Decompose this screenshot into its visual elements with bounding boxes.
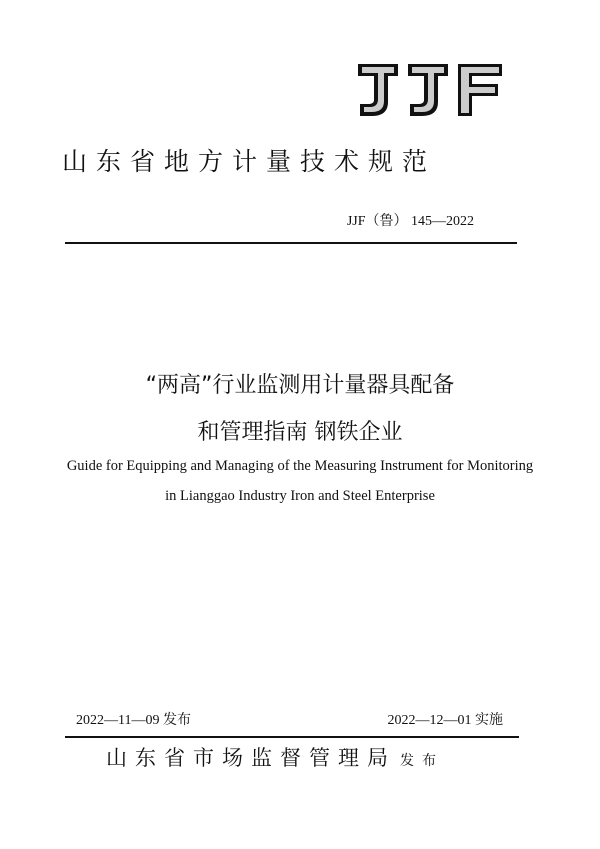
jjf-logo bbox=[356, 62, 504, 118]
title-zh-line1: “两高”行业监测用计量器具配备 bbox=[145, 373, 455, 398]
title-en-line1: Guide for Equipping and Managing of the Measuring Instrument for Monitoring bbox=[66, 458, 534, 474]
divider-top bbox=[65, 242, 517, 244]
title-zh-line2: 和管理指南 钢铁企业 bbox=[197, 420, 403, 445]
issue-date: 2022—11—09 发布 bbox=[76, 713, 191, 728]
publisher bbox=[106, 742, 444, 772]
standard-type-heading: 山东省地方计量技术规范 bbox=[62, 147, 437, 176]
publisher-name: 山东省市场监督管理局 bbox=[106, 746, 396, 770]
divider-bottom bbox=[65, 736, 519, 738]
publisher-action: 发布 bbox=[400, 753, 444, 769]
title-en-line2: in Lianggao Industry Iron and Steel Enterprise bbox=[165, 488, 435, 504]
implementation-date: 2022—12—01 实施 bbox=[387, 713, 503, 728]
standard-code: JJF（鲁） 145—2022 bbox=[346, 214, 474, 229]
